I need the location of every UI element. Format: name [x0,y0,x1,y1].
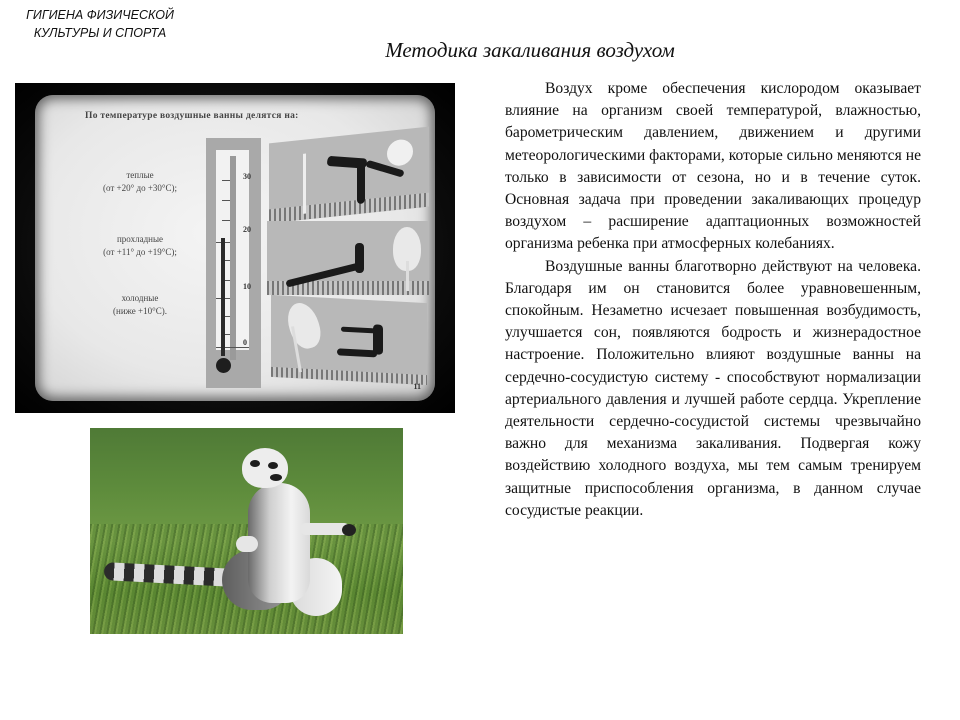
thermometer-icon [206,138,261,388]
sun-icon [387,138,413,167]
filmstrip-heading: По температуре воздушные ванны делятся на: [85,111,299,121]
filmstrip-image [15,83,455,413]
thermometer-mercury [221,238,225,356]
illustration-cold-panel [271,295,427,385]
thermometer-tube [230,156,236,360]
lemur-eye-right [268,462,278,469]
category-cool-range: (от +11° до +19°С); [103,247,177,257]
lemur-head [242,448,288,488]
paragraph-2: Воздушные ванны благотворно действуют на человека. Благодаря им он становится более уравновешенным, спокойным. Незаметно исчезает повышенная возбудимость, улучшается сон, появляются бодрость и жизнерадостное настроение. Положительно влияют воздушные ванны на сердечно-сосудистую систему - способствуют нормализации артериального давления и лучшей работе сердца. Укрепление деятельности сердечно-сосудистой системы чрезвычайно важно для механизма закаливания. Подвергая кожу воздействию холодного воздуха, мы тем самым тренируем защитные приспособления организма, в данном случае сосудистые реакции. [505,257,921,519]
thermometer-label-30: 30 [243,172,251,181]
thermometer-bulb [216,358,231,373]
course-header [20,6,180,42]
category-warm-name: теплые [126,170,154,180]
thermometer-label-10: 10 [243,282,251,291]
paragraph-1: Воздух кроме обеспечения кислородом оказывает влияние на организм своей температурой, влажностью, барометрическим давлением, движением и другими метеорологическими факторами, которые сильно меняются не только в зависимости от сезона, но и в течение суток. Основная задача при проведении закаливающих процедур воздухом – расширение адаптационных возможностей организма ребенка при атмосферных колебаниях. [505,80,921,253]
illustration-cool-panel [267,221,429,295]
bare-tree-icon [303,154,306,214]
lemur-arm-left [236,536,258,552]
category-warm [70,169,210,195]
thermometer-label-0: 0 [243,338,247,347]
lemur-nose [270,474,282,481]
thermometer-label-20: 20 [243,225,251,234]
course-header-line2: КУЛЬТУРЫ И СПОРТА [33,26,167,40]
body-text [505,78,921,522]
category-cold-name: холодные [121,293,159,303]
filmstrip-frame [35,95,435,401]
illustration-warm-panel [269,127,429,224]
category-cold [70,292,210,318]
lemur-photo [90,428,403,634]
slide-title: Методика закаливания воздухом [385,38,675,62]
category-cold-range: (ниже +10°С). [113,306,167,316]
windblown-tree-icon [283,300,326,352]
frame-number: 11 [413,382,421,391]
category-cool [70,233,210,259]
category-warm-range: (от +20° до +30°С); [103,183,177,193]
course-header-line1: ГИГИЕНА ФИЗИЧЕСКОЙ [26,8,174,22]
category-cool-name: прохладные [116,234,163,244]
lemur-eye-left [250,460,260,467]
lemur-hand-right [342,524,356,536]
